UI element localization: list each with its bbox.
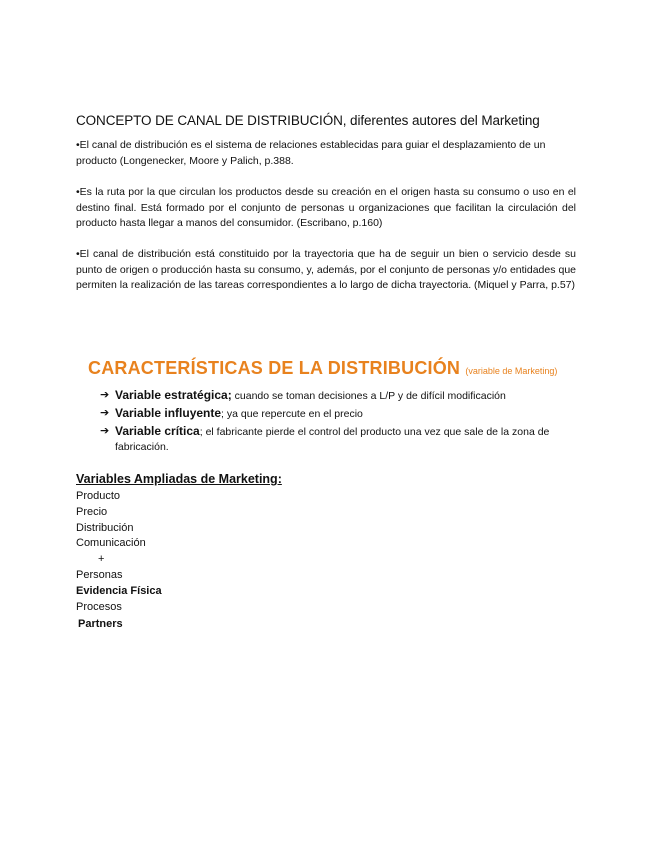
list-item: Precio xyxy=(76,505,108,518)
list-item: Procesos xyxy=(76,600,122,613)
list-item xyxy=(100,424,565,455)
caracteristicas-subtitle: (variable de Marketing) xyxy=(465,366,558,376)
item-term: Variable crítica xyxy=(115,424,200,438)
definition-paragraph-2: •Es la ruta por la que circulan los productos desde su creación en el origen hasta su consumo o uso en el destino final. Está formado por el conjunto de personas u organizaciones que facilitan la circulación del producto hasta llegar a manos del consumidor. (Escribano, p.160) xyxy=(76,186,576,229)
definition-paragraph-3: •El canal de distribución está constituido por la trayectoria que ha de seguir un bien o servicio desde su punto de origen o producción hasta su consumo, y, además, por el conjunto de personas y/o entidades que permiten la realización de las tareas correspondientes a lo largo de dicha trayectoria. (Miquel y Parra, p.57) xyxy=(76,248,576,291)
item-term: Variable influyente xyxy=(115,406,222,420)
arrow-right-icon: ➔ xyxy=(100,425,110,437)
item-text: cuando se toman decisiones a L/P y de difícil modificación xyxy=(231,390,506,402)
list-item: Producto xyxy=(76,490,121,502)
list-item: Personas xyxy=(76,568,123,581)
list-item: Distribución xyxy=(76,521,134,534)
variables-title: Variables Ampliadas de Marketing: xyxy=(76,472,282,486)
item-term: Variable estratégica; xyxy=(115,388,232,402)
definition-paragraph-1: •El canal de distribución es el sistema de relaciones establecidas para guiar el desplazamiento de un producto (Longenecker, Moore y Palich, p.388. xyxy=(76,139,546,167)
list-item: + xyxy=(98,553,105,566)
arrow-right-icon: ➔ xyxy=(100,407,110,419)
item-text: ; el fabricante pierde el control del producto una vez que sale de la zona de fabricación. xyxy=(115,426,550,453)
list-item xyxy=(100,406,565,422)
list-item xyxy=(100,388,565,404)
variables-list xyxy=(76,489,162,633)
arrow-right-icon: ➔ xyxy=(100,389,110,401)
caracteristicas-list xyxy=(100,388,565,457)
list-item: Partners xyxy=(78,618,123,631)
list-item: Comunicación xyxy=(76,537,146,550)
caracteristicas-title xyxy=(88,358,557,379)
item-text: ; ya que repercute en el precio xyxy=(221,408,363,420)
concepto-heading: CONCEPTO DE CANAL DE DISTRIBUCIÓN, diferentes autores del Marketing xyxy=(76,113,540,128)
list-item: Evidencia Física xyxy=(76,584,162,597)
caracteristicas-title-text: CARACTERÍSTICAS DE LA DISTRIBUCIÓN xyxy=(88,358,461,378)
